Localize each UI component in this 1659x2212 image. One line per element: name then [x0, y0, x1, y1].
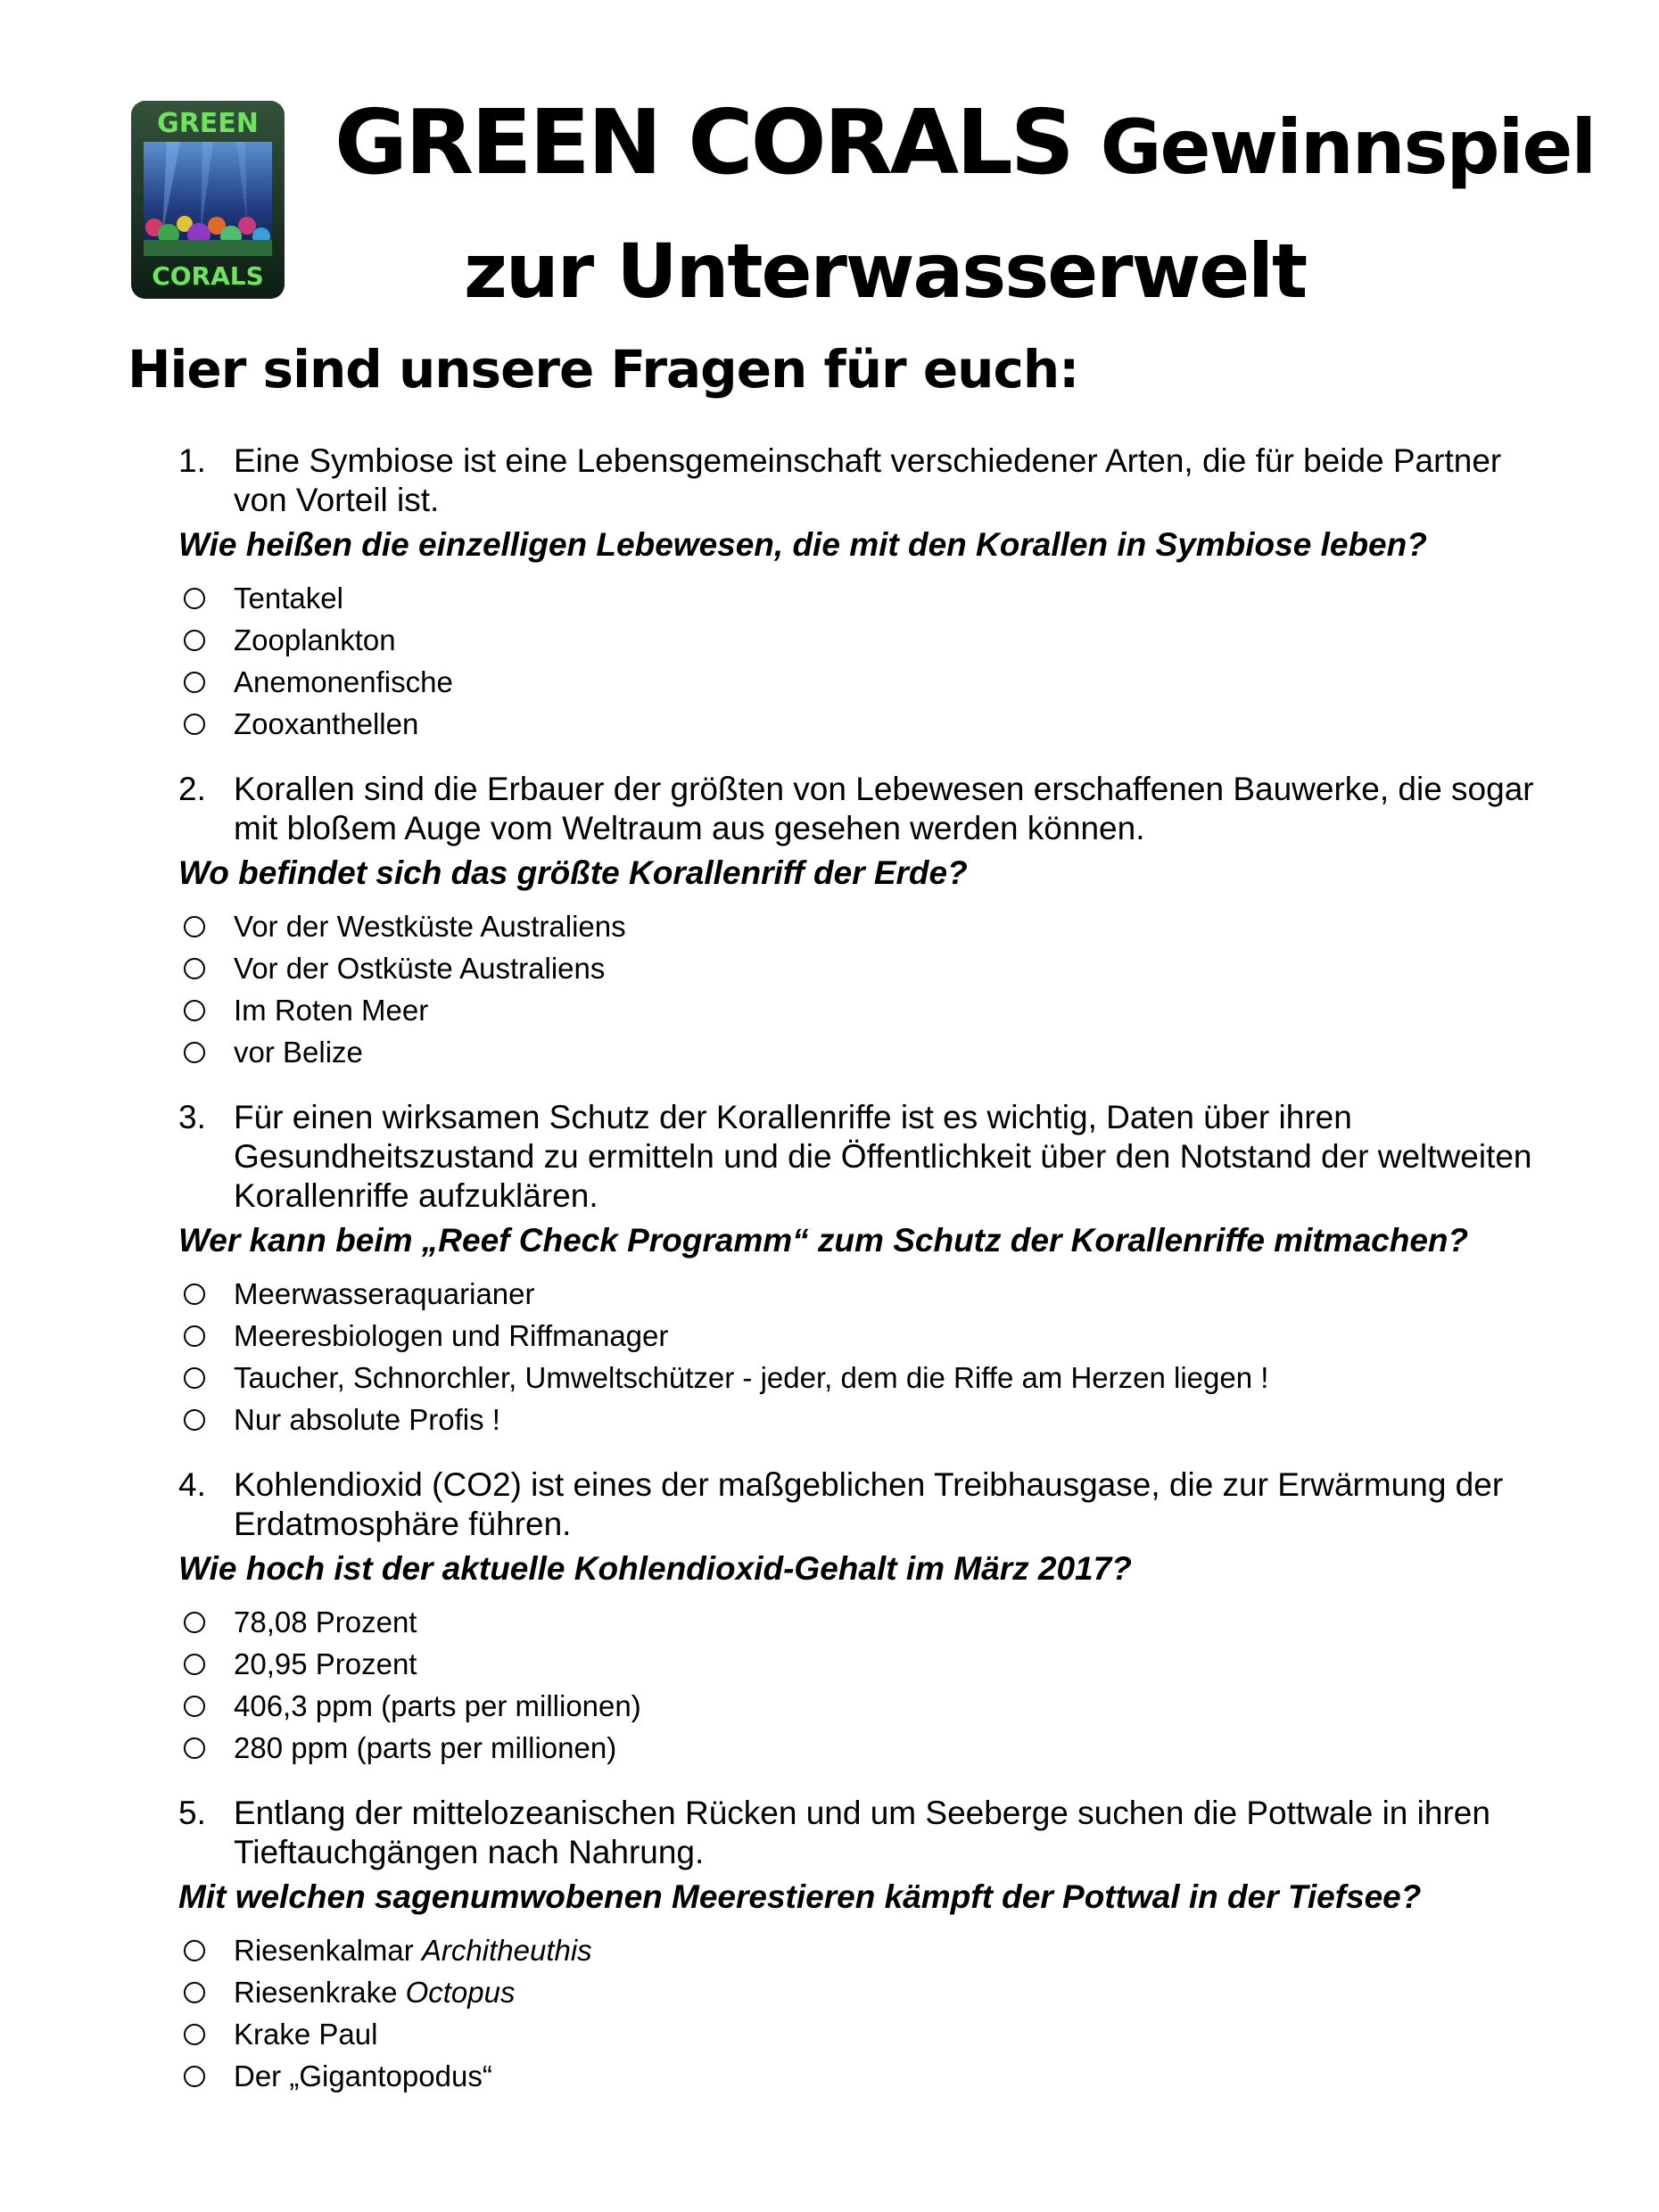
answer-option[interactable]: [178, 1315, 1534, 1357]
answer-option[interactable]: [178, 577, 1534, 619]
answer-option[interactable]: [178, 947, 1534, 989]
answer-option[interactable]: [178, 1273, 1534, 1315]
option-label: Zooplankton: [234, 623, 396, 656]
option-label: Meeresbiologen und Riffmanager: [234, 1319, 669, 1352]
option-label: 78,08 Prozent: [234, 1605, 417, 1638]
option-label: Vor der Ostküste Australiens: [234, 952, 606, 985]
answer-option[interactable]: [178, 1971, 1534, 2013]
option-label: Anemonenfische: [234, 665, 453, 698]
radio-button[interactable]: [184, 588, 205, 609]
radio-button[interactable]: [184, 1696, 205, 1717]
question-text: Korallen sind die Erbauer der größten von Lebewesen erschaffenen Bauwerke, die sogar mit bloßem Auge vom Weltraum aus gesehen werden können.: [234, 771, 1534, 846]
answer-option[interactable]: [178, 703, 1534, 745]
option-label: 20,95 Prozent: [234, 1647, 417, 1680]
question-4: [178, 1465, 1534, 1769]
option-label: Krake Paul: [234, 2018, 378, 2051]
title-suffix: Gewinnspiel: [1100, 103, 1596, 191]
option-label: Vor der Westküste Australiens: [234, 910, 626, 943]
radio-button[interactable]: [184, 958, 205, 979]
option-label: 280 ppm (parts per millionen): [234, 1731, 617, 1764]
option-label: Taucher, Schnorchler, Umweltschützer - jeder, dem die Riffe am Herzen liegen !: [234, 1361, 1269, 1394]
question-number: 5.: [178, 1795, 206, 1831]
question-prompt: Wie heißen die einzelligen Lebewesen, die mit den Korallen in Symbiose leben?: [178, 526, 1427, 563]
answer-option[interactable]: [178, 661, 1534, 703]
radio-button[interactable]: [184, 630, 205, 651]
radio-button[interactable]: [184, 2066, 205, 2087]
page-subtitle: Hier sind unsere Fragen für euch:: [128, 339, 1079, 400]
answer-option[interactable]: [178, 2013, 1534, 2055]
answer-options: [178, 1273, 1534, 1440]
option-label: Meerwasseraquarianer: [234, 1277, 535, 1310]
radio-button[interactable]: [184, 1042, 205, 1063]
answer-option[interactable]: [178, 1357, 1534, 1399]
option-label: Tentakel: [234, 582, 343, 615]
question-text: Eine Symbiose ist eine Lebensgemeinschaft verschiedener Arten, die für beide Partner von Vorteil ist.: [234, 442, 1502, 518]
radio-button[interactable]: [184, 714, 205, 735]
radio-button[interactable]: [184, 1940, 205, 1961]
radio-button[interactable]: [184, 916, 205, 937]
option-label: 406,3 ppm (parts per millionen): [234, 1689, 641, 1722]
answer-option[interactable]: [178, 1399, 1534, 1440]
page-title: [334, 90, 1601, 194]
option-label: Riesenkrake: [234, 1976, 398, 2009]
question-prompt: Mit welchen sagenumwobenen Meerestieren kämpft der Pottwal in der Tiefsee?: [178, 1878, 1422, 1915]
radio-button[interactable]: [184, 1982, 205, 2003]
question-text: Für einen wirksamen Schutz der Korallenriffe ist es wichtig, Daten über ihren Gesundheitszustand zu ermitteln und die Öffentlichkeit über den Notstand der weltweiten Korallenriffe aufzuklären.: [234, 1099, 1532, 1214]
question-text: Entlang der mittelozeanischen Rücken und um Seeberge suchen die Pottwale in ihren Tieftauchgängen nach Nahrung.: [234, 1795, 1490, 1870]
radio-button[interactable]: [184, 2024, 205, 2045]
option-label: Riesenkalmar: [234, 1934, 414, 1967]
question-number: 1.: [178, 442, 206, 479]
answer-option[interactable]: [178, 1685, 1534, 1727]
radio-button[interactable]: [184, 1325, 205, 1347]
answer-option[interactable]: [178, 989, 1534, 1031]
radio-button[interactable]: [184, 1654, 205, 1675]
radio-button[interactable]: [184, 1737, 205, 1759]
answer-option[interactable]: [178, 1031, 1534, 1073]
answer-option[interactable]: [178, 619, 1534, 661]
option-species-name: Architheuthis: [421, 1934, 592, 1967]
answer-option[interactable]: [178, 1929, 1534, 1971]
radio-button[interactable]: [184, 1283, 205, 1305]
question-text: Kohlendioxid (CO2) ist eines der maßgeblichen Treibhausgase, die zur Erwärmung der Erdatmosphäre führen.: [234, 1466, 1504, 1542]
option-label: Nur absolute Profis !: [234, 1403, 500, 1436]
question-2: [178, 770, 1534, 1073]
answer-options: [178, 577, 1534, 745]
radio-button[interactable]: [184, 1367, 205, 1389]
answer-options: [178, 1601, 1534, 1769]
question-number: 2.: [178, 771, 206, 807]
question-prompt: Wie hoch ist der aktuelle Kohlendioxid-Gehalt im März 2017?: [178, 1550, 1132, 1587]
radio-button[interactable]: [184, 1000, 205, 1021]
question-3: [178, 1098, 1534, 1440]
question-prompt: Wer kann beim „Reef Check Programm“ zum Schutz der Korallenriffe mitmachen?: [178, 1222, 1469, 1259]
radio-button[interactable]: [184, 1409, 205, 1431]
answer-options: [178, 905, 1534, 1073]
question-number: 3.: [178, 1099, 206, 1135]
option-label: vor Belize: [234, 1036, 363, 1069]
coral-reef-icon: [131, 101, 285, 299]
question-1: [178, 442, 1534, 745]
radio-button[interactable]: [184, 1612, 205, 1633]
answer-option[interactable]: [178, 905, 1534, 947]
option-label: Im Roten Meer: [234, 994, 429, 1027]
green-corals-logo: [131, 101, 285, 299]
logo-top-text: GREEN: [157, 108, 259, 139]
option-label: Der „Gigantopodus“: [234, 2059, 492, 2092]
option-label: Zooxanthellen: [234, 707, 419, 740]
answer-option[interactable]: [178, 2055, 1534, 2097]
page-title-line2: zur Unterwasserwelt: [464, 227, 1307, 315]
title-main: GREEN CORALS: [334, 90, 1072, 194]
answer-option[interactable]: [178, 1727, 1534, 1769]
option-species-name: Octopus: [405, 1976, 516, 2009]
answer-option[interactable]: [178, 1601, 1534, 1643]
logo-bottom-text: CORALS: [152, 261, 264, 291]
answer-option[interactable]: [178, 1643, 1534, 1685]
radio-button[interactable]: [184, 672, 205, 693]
question-prompt: Wo befindet sich das größte Korallenriff der Erde?: [178, 854, 968, 891]
quiz-questions: [178, 442, 1534, 2122]
question-number: 4.: [178, 1466, 206, 1503]
question-5: [178, 1794, 1534, 2097]
answer-options: [178, 1929, 1534, 2097]
